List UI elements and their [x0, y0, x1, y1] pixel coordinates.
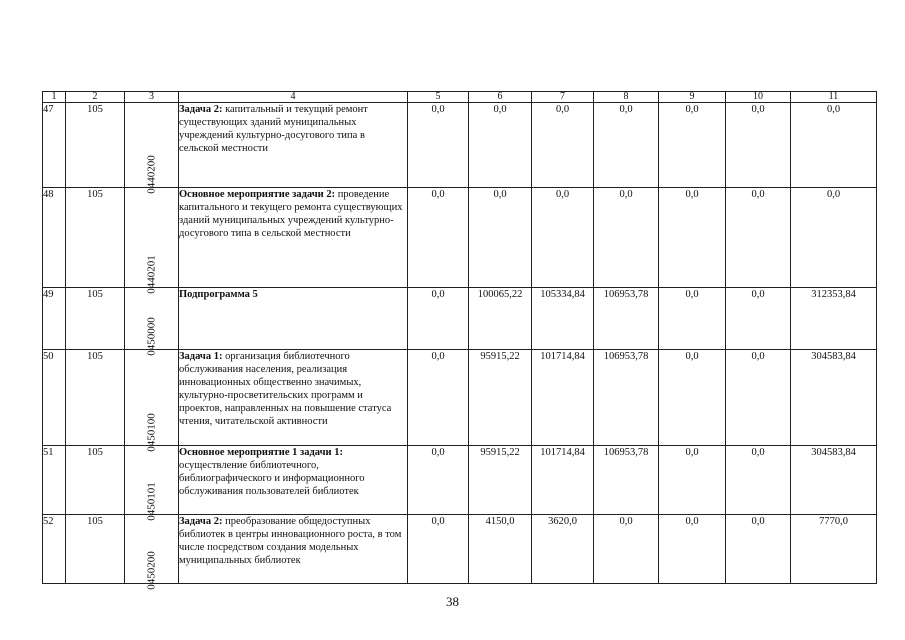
description-text: капитальный и текущий ремонт существующих зданий муниципальных учреждений культурно-досугового типа в сельской местности — [179, 104, 368, 154]
header-cell: 9 — [659, 92, 726, 103]
value-cell: 105334,84 — [532, 288, 594, 350]
value-cell: 312353,84 — [791, 288, 877, 350]
value-cell: 0,0 — [469, 188, 532, 288]
value-cell: 0,0 — [659, 515, 726, 584]
value-cell: 101714,84 — [532, 446, 594, 515]
value-cell: 0,0 — [408, 188, 469, 288]
value-cell: 0,0 — [659, 288, 726, 350]
header-cell: 10 — [726, 92, 791, 103]
budget-code: 0450200 — [145, 551, 157, 590]
header-cell: 5 — [408, 92, 469, 103]
value-cell: 0,0 — [726, 350, 791, 446]
description-cell — [179, 350, 408, 446]
value-cell: 0,0 — [408, 350, 469, 446]
budget-code-cell — [125, 288, 179, 356]
value-cell: 0,0 — [659, 446, 726, 515]
value-cell: 100065,22 — [469, 288, 532, 350]
value-cell: 0,0 — [532, 103, 594, 188]
header-cell: 6 — [469, 92, 532, 103]
value-cell: 0,0 — [408, 446, 469, 515]
description-cell — [179, 446, 408, 515]
budget-code-cell — [125, 515, 179, 590]
budget-code: 0440201 — [145, 255, 157, 294]
budget-code-cell — [125, 188, 179, 294]
value-cell: 106953,78 — [594, 288, 659, 350]
row-number: 48 — [43, 188, 66, 288]
value-cell: 0,0 — [532, 188, 594, 288]
header-cell: 11 — [791, 92, 877, 103]
row-number: 47 — [43, 103, 66, 188]
value-cell: 0,0 — [469, 103, 532, 188]
value-cell: 0,0 — [594, 515, 659, 584]
value-cell: 4150,0 — [469, 515, 532, 584]
budget-code-cell — [125, 350, 179, 452]
description-lead: Задача 2: — [179, 516, 223, 527]
description-text: организация библиотечного обслуживания населения, реализация инновационных общественно значимых, культурно-просветительских программ и проектов, направленных на повышение статуса чтения, читательской активности — [179, 351, 392, 427]
header-cell: 2 — [66, 92, 125, 103]
budget-code-cell — [125, 446, 179, 521]
description-text: осуществление библиотечного, библиографического и информационного обслуживания пользователей библиотек — [179, 460, 365, 497]
value-cell: 0,0 — [594, 103, 659, 188]
row-code-105: 105 — [66, 288, 125, 350]
value-cell: 95915,22 — [469, 446, 532, 515]
description-lead: Основное мероприятие задачи 2: — [179, 189, 336, 200]
header-cell: 8 — [594, 92, 659, 103]
table-row — [43, 103, 877, 188]
value-cell: 106953,78 — [594, 446, 659, 515]
budget-code: 0450000 — [145, 317, 157, 356]
header-row — [43, 92, 877, 103]
description-lead: Подпрограмма 5 — [179, 289, 258, 300]
table-row — [43, 515, 877, 584]
page-number: 38 — [446, 594, 459, 609]
value-cell: 0,0 — [659, 350, 726, 446]
value-cell: 95915,22 — [469, 350, 532, 446]
description-cell — [179, 515, 408, 584]
value-cell: 7770,0 — [791, 515, 877, 584]
value-cell: 0,0 — [408, 288, 469, 350]
value-cell: 0,0 — [726, 188, 791, 288]
value-cell: 0,0 — [726, 103, 791, 188]
description-text: проведение капитального и текущего ремонта существующих зданий муниципальных учреждений культурно-досугового типа в сельской местности — [179, 189, 403, 239]
row-code-105: 105 — [66, 188, 125, 288]
row-number: 49 — [43, 288, 66, 350]
value-cell: 0,0 — [791, 103, 877, 188]
value-cell: 0,0 — [791, 188, 877, 288]
description-lead: Задача 2: — [179, 104, 223, 115]
description-cell — [179, 103, 408, 188]
value-cell: 3620,0 — [532, 515, 594, 584]
budget-code-cell — [125, 103, 179, 194]
table-row — [43, 350, 877, 446]
budget-code: 0440200 — [145, 155, 157, 194]
row-number: 50 — [43, 350, 66, 446]
value-cell: 0,0 — [659, 103, 726, 188]
description-cell — [179, 288, 408, 350]
header-cell: 1 — [43, 92, 66, 103]
value-cell: 101714,84 — [532, 350, 594, 446]
header-cell: 4 — [179, 92, 408, 103]
value-cell: 0,0 — [408, 103, 469, 188]
value-cell: 106953,78 — [594, 350, 659, 446]
value-cell: 0,0 — [726, 446, 791, 515]
table-row — [43, 288, 877, 350]
budget-code: 0450101 — [145, 482, 157, 521]
header-cell: 3 — [125, 92, 179, 103]
table-row — [43, 188, 877, 288]
value-cell: 0,0 — [659, 188, 726, 288]
description-cell — [179, 188, 408, 288]
row-code-105: 105 — [66, 103, 125, 188]
description-lead: Задача 1: — [179, 351, 223, 362]
value-cell: 0,0 — [408, 515, 469, 584]
row-number: 52 — [43, 515, 66, 584]
header-cell: 7 — [532, 92, 594, 103]
budget-table — [42, 91, 877, 590]
value-cell: 304583,84 — [791, 446, 877, 515]
value-cell: 0,0 — [726, 288, 791, 350]
description-text: преобразование общедоступных библиотек в центры инновационного роста, в том числе посредством создания модельных муниципальных библиотек — [179, 516, 402, 566]
value-cell: 0,0 — [594, 188, 659, 288]
row-code-105: 105 — [66, 446, 125, 515]
table-row — [43, 446, 877, 515]
value-cell: 304583,84 — [791, 350, 877, 446]
row-number: 51 — [43, 446, 66, 515]
description-lead: Основное мероприятие 1 задачи 1: — [179, 447, 343, 458]
row-code-105: 105 — [66, 515, 125, 584]
row-code-105: 105 — [66, 350, 125, 446]
value-cell: 0,0 — [726, 515, 791, 584]
budget-code: 0450100 — [145, 413, 157, 452]
